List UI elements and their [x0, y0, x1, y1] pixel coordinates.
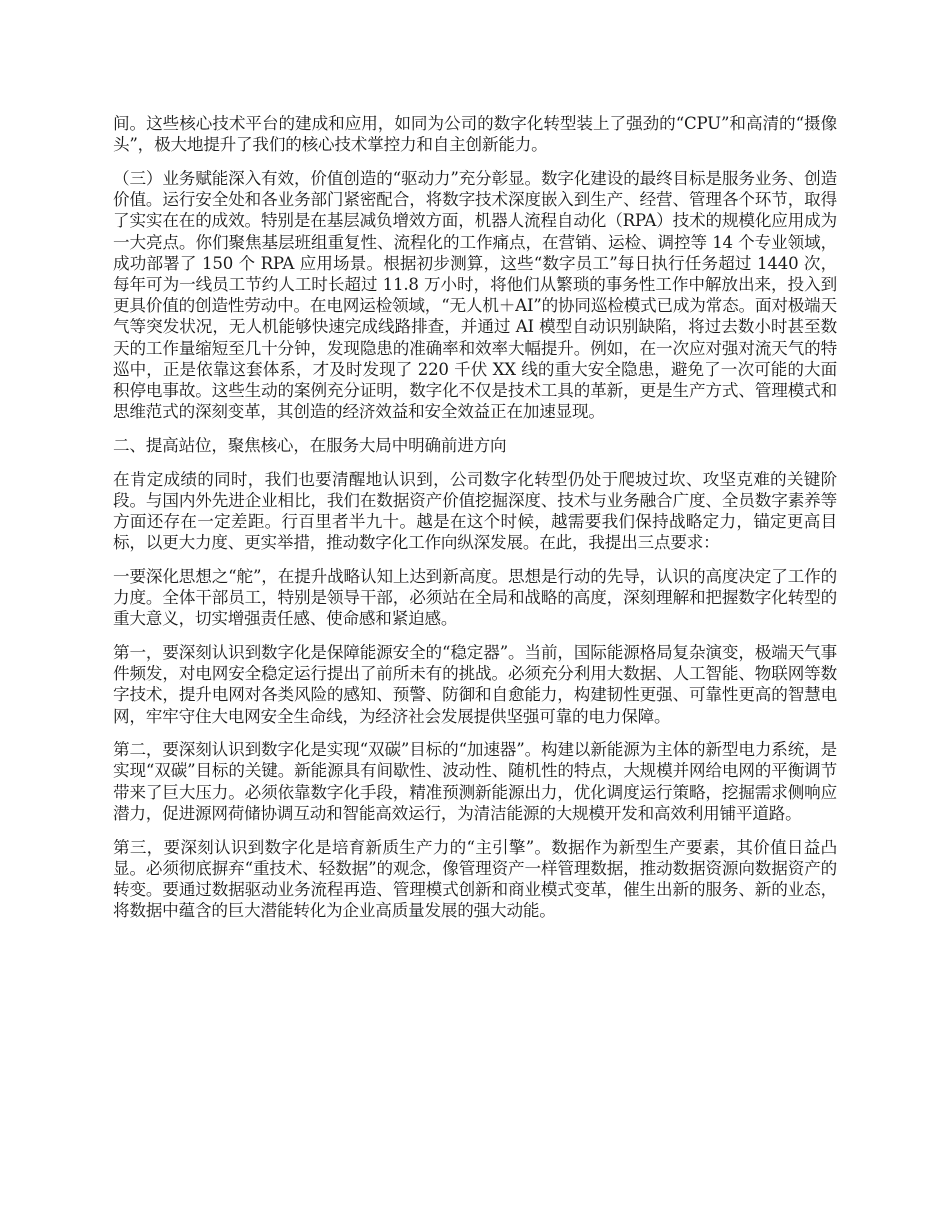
- paragraph-point-second: 第二，要深刻认识到数字化是实现“双碳”目标的“加速器”。构建以新能源为主体的新型电力系统，是实现“双碳”目标的关键。新能源具有间歇性、波动性、随机性的特点，大规模并网给电网的平衡调节带来了巨大压力。必须依靠数字化手段，精准预测新能源出力，优化调度运行策略，挖掘需求侧响应潜力，促进源网荷储协调互动和智能高效运行，为清洁能源的大规模开发和高效利用铺平道路。: [113, 740, 837, 823]
- paragraph-point-first: 第一，要深刻认识到数字化是保障能源安全的“稳定器”。当前，国际能源格局复杂演变，极端天气事件频发，对电网安全稳定运行提出了前所未有的挑战。必须充分利用大数据、人工智能、物联网等数字技术，提升电网对各类风险的感知、预警、防御和自愈能力，构建韧性更强、可靠性更高的智慧电网，牢牢守住大电网安全生命线，为经济社会发展提供坚强可靠的电力保障。: [113, 642, 837, 726]
- paragraph-core-platforms: 间。这些核心技术平台的建成和应用，如同为公司的数字化转型装上了强劲的“CPU”和高清的“摄像头”，极大地提升了我们的核心技术掌控力和自主创新能力。: [113, 114, 837, 155]
- document-page: [113, 113, 837, 934]
- paragraph-business-empowerment: （三）业务赋能深入有效，价值创造的“驱动力”充分彰显。数字化建设的最终目标是服务业务、创造价值。运行安全处和各业务部门紧密配合，将数字技术深度嵌入到生产、经营、管理各个环节，取得了实实在在的成效。特别是在基层减负增效方面，机器人流程自动化（RPA）技术的规模化应用成为一大亮点。你们聚焦基层班组重复性、流程化的工作痛点，在营销、运检、调控等 14 个专业领域，成功部署了 150 个 RPA 应用场景。根据初步测算，这些“数字员工”每日执行任务超过 1440 次，每年可为一线员工节约人工时长超过 11.8 万小时，将他们从繁琐的事务性工作中解放出来，投入到更具价值的创造性劳动中。在电网运检领域，“无人机＋AI”的协同巡检模式已成为常态。面对极端天气等突发状况，无人机能够快速完成线路排查，并通过 AI 模型自动识别缺陷，将过去数小时甚至数天的工作量缩短至几十分钟，发现隐患的准确率和效率大幅提升。例如，在一次应对强对流天气的特巡中，正是依靠这套体系，才及时发现了 220 千伏 XX 线的重大安全隐患，避免了一次可能的大面积停电事故。这些生动的案例充分证明，数字化不仅是技术工具的革新，更是生产方式、管理模式和思维范式的深刻变革，其创造的经济效益和安全效益正在加速显现。: [113, 168, 837, 422]
- paragraph-requirement-1: 一要深化思想之“舵”，在提升战略认知上达到新高度。思想是行动的先导，认识的高度决定了工作的力度。全体干部员工，特别是领导干部，必须站在全局和战略的高度，深刻理解和把握数字化转型的重大意义，切实增强责任感、使命感和紧迫感。: [113, 566, 837, 629]
- paragraph-current-gaps: 在肯定成绩的同时，我们也要清醒地认识到，公司数字化转型仍处于爬坡过坎、攻坚克难的关键阶段。与国内外先进企业相比，我们在数据资产价值挖掘深度、技术与业务融合广度、全员数字素养等方面还存在一定差距。行百里者半九十。越是在这个时候，越需要我们保持战略定力，锚定更高目标，以更大力度、更实举措，推动数字化工作向纵深发展。在此，我提出三点要求：: [113, 469, 837, 553]
- section-heading-2: 二、提高站位，聚焦核心，在服务大局中明确前进方向: [113, 435, 507, 455]
- paragraph-point-third: 第三，要深刻认识到数字化是培育新质生产力的“主引擎”。数据作为新型生产要素，其价值日益凸显。必须彻底摒弃“重技术、轻数据”的观念，像管理资产一样管理数据，推动数据资源向数据资产的转变。要通过数据驱动业务流程再造、管理模式创新和商业模式变革，催生出新的服务、新的业态，将数据中蕴含的巨大潜能转化为企业高质量发展的强大动能。: [113, 837, 837, 921]
